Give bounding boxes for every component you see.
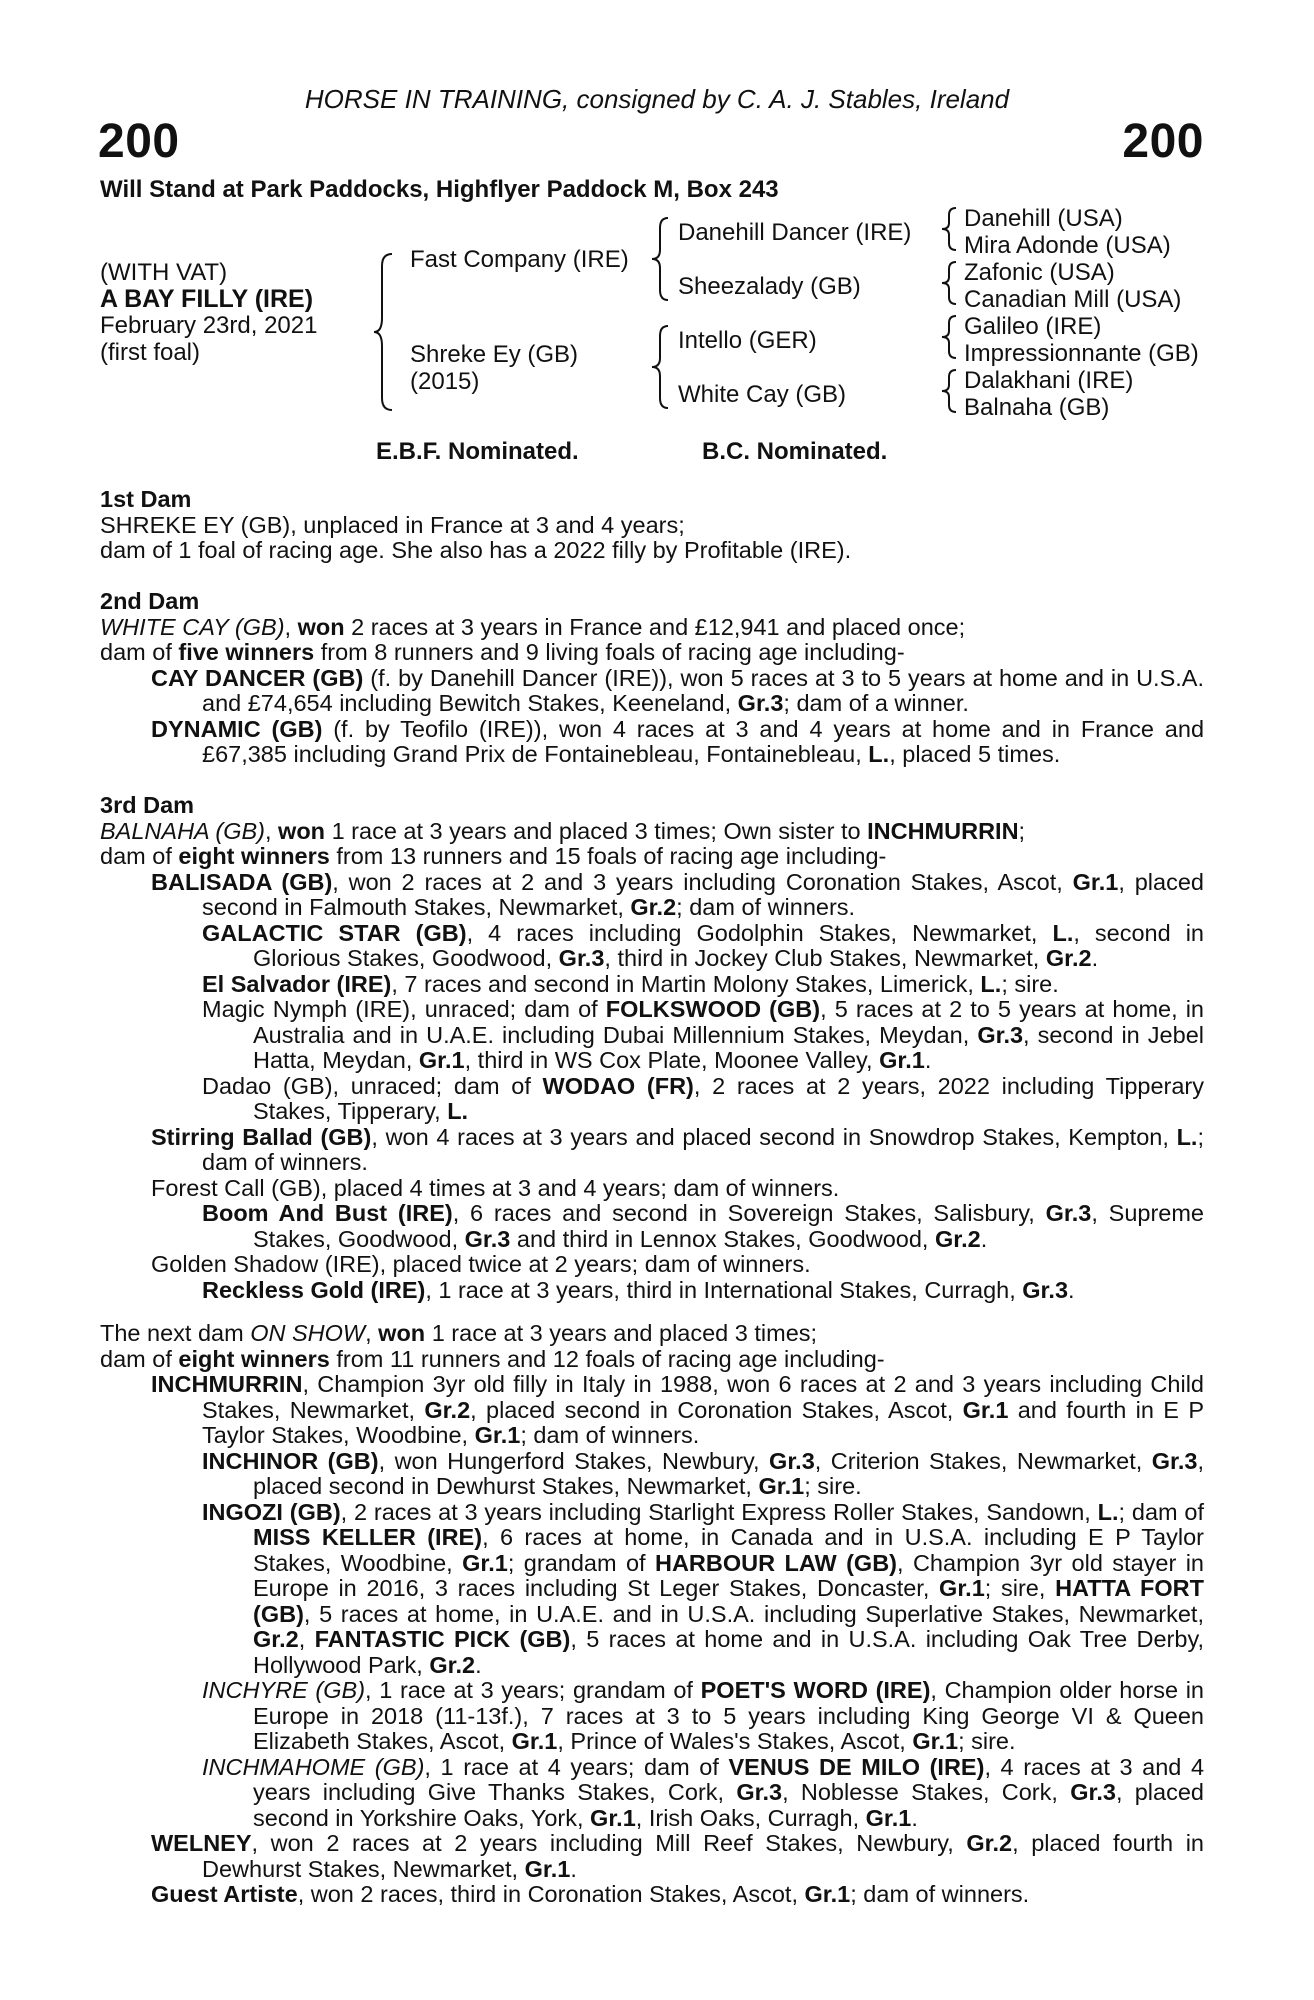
produce-dadao: Dadao (GB), unraced; dam of WODAO (FR), 2 races at 2 years, 2022 including Tipperary Stakes, Tipperary, L. <box>202 1072 1205 1124</box>
lot-name: A BAY FILLY (IRE) <box>100 285 314 313</box>
header-title: HORSE IN TRAINING, consigned by C. A. J. Stables, Ireland <box>304 84 1010 114</box>
next-dam-record: The next dam ON SHOW, won 1 race at 3 years and placed 3 times; <box>100 1320 818 1346</box>
produce-stirring-ballad: Stirring Ballad (GB), won 4 races at 3 years and placed second in Snowdrop Stakes, Kempton, L.; dam of winners. <box>151 1123 1204 1175</box>
second-dam-section <box>100 589 1204 768</box>
sire-sire: Danehill Dancer (IRE) <box>678 219 912 246</box>
pedigree-brace-sire <box>650 216 672 302</box>
second-dam-produce: dam of five winners from 8 runners and 9 living foals of racing age including- <box>100 639 905 665</box>
third-dam-produce: dam of eight winners from 13 runners and 15 foals of racing age including- <box>100 843 887 869</box>
bc-nominated: B.C. Nominated. <box>702 438 888 465</box>
produce-welney: WELNEY, won 2 races at 2 years including Mill Reef Stakes, Newbury, Gr.2, placed fourth in Dewhurst Stakes, Newmarket, Gr.1. <box>151 1830 1205 1882</box>
produce-guest-artiste: Guest Artiste, won 2 races, third in Coronation Stakes, Ascot, Gr.1; dam of winners. <box>151 1881 1030 1907</box>
sire-dam: Sheezalady (GB) <box>678 273 861 300</box>
third-dam-title: 3rd Dam <box>100 792 195 818</box>
produce-inchmahome: INCHMAHOME (GB), 1 race at 4 years; dam of VENUS DE MILO (IRE), 4 races at 3 and 4 years including Give Thanks Stakes, Cork, Gr.3, Noblesse Stakes, Cork, Gr.3, placed second in Yorkshire Oaks, York, Gr.1, Irish Oaks, Curragh, Gr.1. <box>202 1753 1205 1831</box>
produce-forest-call: Forest Call (GB), placed 4 times at 3 and 4 years; dam of winners. <box>151 1174 840 1201</box>
ebf-nominated: E.B.F. Nominated. <box>376 438 579 465</box>
sire-name: Fast Company (IRE) <box>410 246 629 273</box>
ancestor-5: Galileo (IRE) <box>964 313 1102 340</box>
produce-boom-and-bust: Boom And Bust (IRE), 6 races and second in Sovereign Stakes, Salisbury, Gr.3, Supreme Stakes, Goodwood, Gr.3 and third in Lennox Stakes, Goodwood, Gr.2. <box>202 1200 1204 1252</box>
pedigree-brace-main <box>372 252 396 412</box>
stand-location: Will Stand at Park Paddocks, Highflyer Paddock M, Box 243 <box>100 176 779 203</box>
produce-magic-nymph: Magic Nymph (IRE), unraced; dam of FOLKSWOOD (GB), 5 races at 2 to 5 years at home, in Australia and in U.A.E. including Dubai Millennium Stakes, Meydan, Gr.3, second in Jebel Hatta, Meydan, Gr.1, third in WS Cox Plate, Moonee Valley, Gr.1. <box>202 996 1205 1073</box>
pedigree-brace-g4 <box>940 368 960 414</box>
third-dam-section <box>100 793 1204 1303</box>
first-dam-line-1: SHREKE EY (GB), unplaced in France at 3 and 4 years; <box>100 511 685 538</box>
vat-note: (WITH VAT) <box>100 259 228 286</box>
dam-year: (2015) <box>410 368 480 395</box>
dam-sire: Intello (GER) <box>678 327 817 354</box>
pedigree-brace-g3 <box>940 314 960 360</box>
produce-golden-shadow: Golden Shadow (IRE), placed twice at 2 years; dam of winners. <box>151 1251 811 1277</box>
third-dam-record: BALNAHA (GB), won 1 race at 3 years and placed 3 times; Own sister to INCHMURRIN; <box>100 817 1026 844</box>
lot-number-left: 200 <box>98 115 180 168</box>
ancestor-7: Dalakhani (IRE) <box>964 367 1134 394</box>
ancestor-6: Impressionnante (GB) <box>964 340 1199 367</box>
foal-note: (first foal) <box>100 339 201 366</box>
next-dam-produce: dam of eight winners from 11 runners and 12 foals of racing age including- <box>100 1345 885 1372</box>
first-dam-line-2: dam of 1 foal of racing age. She also has a 2022 filly by Profitable (IRE). <box>100 537 852 563</box>
produce-inchmurrin: INCHMURRIN, Champion 3yr old filly in Italy in 1988, won 6 races at 2 and 3 years including Child Stakes, Newmarket, Gr.2, placed second in Coronation Stakes, Ascot, Gr.1 and fourth in E P Taylor Stakes, Woodbine, Gr.1; dam of winners. <box>151 1371 1204 1448</box>
pedigree-brace-dam <box>650 324 672 410</box>
first-dam-title: 1st Dam <box>100 486 192 512</box>
produce-cay-dancer: CAY DANCER (GB) (f. by Danehill Dancer (IRE)), won 5 races at 3 to 5 years at home and in U.S.A. and £74,654 including Bewitch Stakes, Keeneland, Gr.3; dam of a winner. <box>151 664 1204 716</box>
produce-inchinor: INCHINOR (GB), won Hungerford Stakes, Newbury, Gr.3, Criterion Stakes, Newmarket, Gr.3, placed second in Dewhurst Stakes, Newmarket, Gr.1; sire. <box>202 1447 1205 1499</box>
second-dam-title: 2nd Dam <box>100 588 200 614</box>
second-dam-record: WHITE CAY (GB), won 2 races at 3 years in France and £12,941 and placed once; <box>100 613 966 640</box>
pedigree-brace-g1 <box>940 206 960 252</box>
produce-inchyre: INCHYRE (GB), 1 race at 3 years; grandam of POET'S WORD (IRE), Champion older horse in Europe in 2018 (11-13f.), 7 races at 3 to 5 years including King George VI & Queen Elizabeth Stakes, Ascot, Gr.1, Prince of Wales's Stakes, Ascot, Gr.1; sire. <box>202 1677 1205 1754</box>
ancestor-3: Zafonic (USA) <box>964 259 1115 286</box>
dam-dam: White Cay (GB) <box>678 381 847 408</box>
pedigree-brace-g2 <box>940 260 960 306</box>
ancestor-8: Balnaha (GB) <box>964 394 1110 421</box>
dam-name: Shreke Ey (GB) <box>410 341 579 368</box>
produce-galactic-star: GALACTIC STAR (GB), 4 races including Godolphin Stakes, Newmarket, L., second in Glorious Stakes, Goodwood, Gr.3, third in Jockey Club Stakes, Newmarket, Gr.2. <box>202 919 1205 971</box>
ancestor-4: Canadian Mill (USA) <box>964 286 1182 313</box>
lot-number-right: 200 <box>1122 115 1204 168</box>
produce-reckless-gold: Reckless Gold (IRE), 1 race at 3 years, third in International Stakes, Curragh, Gr.3. <box>202 1276 1075 1303</box>
ancestor-2: Mira Adonde (USA) <box>964 232 1171 259</box>
foaling-date: February 23rd, 2021 <box>100 312 318 339</box>
ancestor-1: Danehill (USA) <box>964 205 1123 232</box>
first-dam-section <box>100 487 1204 564</box>
produce-ingozi: INGOZI (GB), 2 races at 3 years including Starlight Express Roller Stakes, Sandown, L.; dam of MISS KELLER (IRE), 6 races at home, in Canada and in U.S.A. including E P Taylor Stakes, Woodbine, Gr.1; grandam of HARBOUR LAW (GB), Champion 3yr old stayer in Europe in 2016, 3 races including St Leger Stakes, Doncaster, Gr.1; sire, HATTA FORT (GB), 5 races at home, in U.A.E. and in U.S.A. including Superlative Stakes, Newmarket, Gr.2, FANTASTIC PICK (GB), 5 races at home and in U.S.A. including Oak Tree Derby, Hollywood Park, Gr.2. <box>202 1498 1204 1678</box>
next-dam-section <box>100 1321 1204 1908</box>
produce-dynamic: DYNAMIC (GB) (f. by Teofilo (IRE)), won 4 races at 3 and 4 years at home and in France and £67,385 including Grand Prix de Fontainebleau, Fontainebleau, L., placed 5 times. <box>151 715 1205 767</box>
produce-balisada: BALISADA (GB), won 2 races at 2 and 3 years including Coronation Stakes, Ascot, Gr.1, placed second in Falmouth Stakes, Newmarket, Gr.2; dam of winners. <box>151 868 1204 920</box>
catalogue-header <box>0 84 1314 115</box>
produce-el-salvador: El Salvador (IRE), 7 races and second in Martin Molony Stakes, Limerick, L.; sire. <box>202 970 1059 997</box>
